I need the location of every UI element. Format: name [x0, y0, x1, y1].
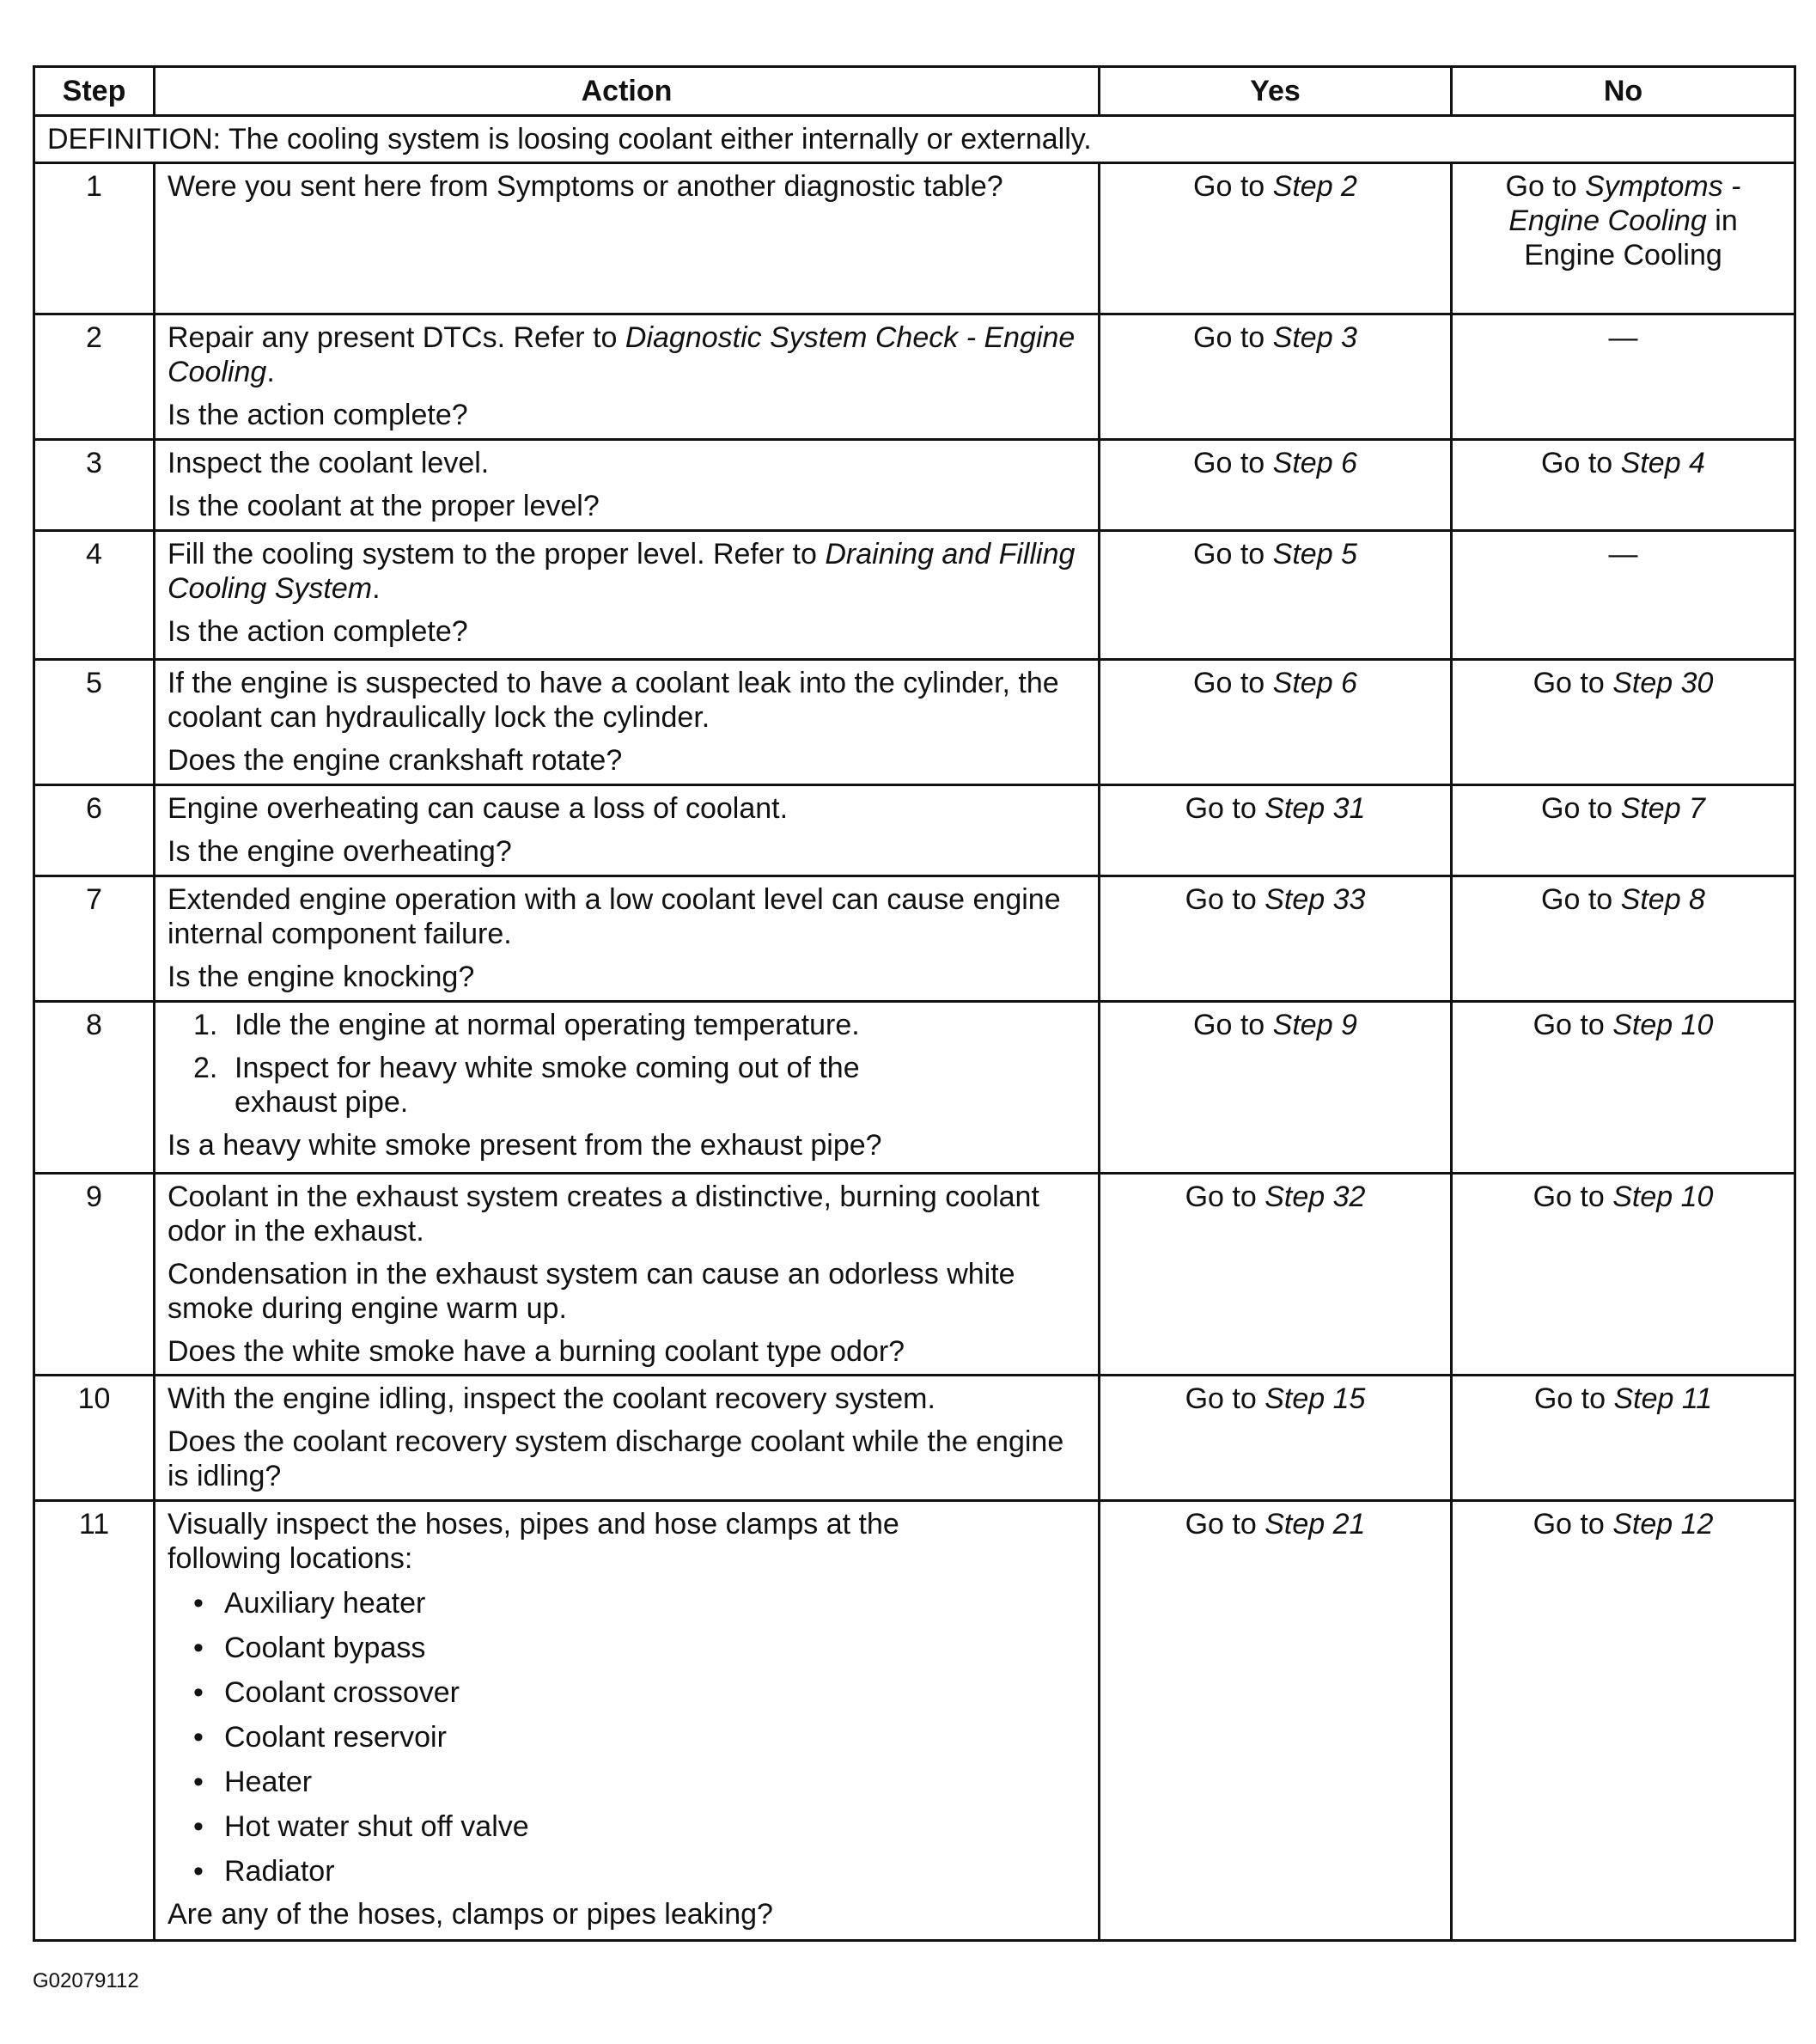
goto-label: Go to: [1193, 538, 1265, 570]
action-cell: [155, 440, 1100, 531]
yes-link[interactable]: Step 6: [1272, 667, 1357, 699]
goto-label: Go to: [1541, 792, 1613, 825]
yes-cell: [1100, 1002, 1452, 1174]
item-text: Idle the engine at normal operating temperature.: [235, 1009, 860, 1041]
yes-link[interactable]: Step 3: [1272, 321, 1357, 354]
bullet-text: Coolant reservoir: [224, 1721, 447, 1754]
no-cell: [1452, 876, 1795, 1002]
bullet-item: [168, 1765, 1086, 1799]
table-row: [34, 1002, 1795, 1174]
goto-label: Go to: [1185, 1508, 1257, 1541]
step-number: 11: [34, 1501, 155, 1941]
yes-link[interactable]: Step 15: [1264, 1382, 1366, 1415]
goto-label: Go to: [1533, 1009, 1605, 1041]
no-cell: —: [1452, 314, 1795, 440]
header-yes: Yes: [1100, 67, 1452, 116]
goto-label: Go to: [1541, 447, 1613, 479]
yes-cell: [1100, 163, 1452, 314]
goto-label: Go to: [1185, 883, 1257, 916]
question-text: Were you sent here from Symptoms or another diagnostic table?: [168, 170, 1003, 203]
yes-cell: [1100, 314, 1452, 440]
table-row: [34, 660, 1795, 785]
question-text: Are any of the hoses, clamps or pipes leaking?: [168, 1898, 773, 1931]
yes-link[interactable]: Step 33: [1264, 883, 1366, 916]
definition-row: [34, 116, 1795, 163]
goto-label: Go to: [1193, 447, 1265, 479]
yes-cell: [1100, 660, 1452, 785]
no-cell: [1452, 1174, 1795, 1376]
no-cell: [1452, 660, 1795, 785]
diagnostic-table: [33, 65, 1796, 1942]
goto-label: Go to: [1505, 170, 1577, 203]
action-cell: [155, 660, 1100, 785]
table-row: [34, 440, 1795, 531]
reference-link[interactable]: Draining and Filling Cooling System: [168, 538, 1076, 605]
reference-link[interactable]: Diagnostic System Check - Engine Cooling: [168, 321, 1076, 388]
question-text: Does the white smoke have a burning coolant type odor?: [168, 1335, 905, 1368]
action-cell: [155, 1174, 1100, 1376]
question-text: Is the coolant at the proper level?: [168, 490, 600, 522]
bullet-item: [168, 1854, 1086, 1888]
goto-label: Go to: [1533, 1508, 1605, 1541]
action-cell: [155, 314, 1100, 440]
step-number: 1: [34, 163, 155, 314]
action-text: Repair any present DTCs. Refer to Diagnostic System Check - Engine Cooling.: [168, 321, 1076, 388]
header-action: Action: [155, 67, 1100, 116]
step-number: 6: [34, 785, 155, 876]
question-text: Is the action complete?: [168, 615, 468, 648]
table-row: [34, 531, 1795, 660]
numbered-item: [168, 1051, 1086, 1120]
item-text: Inspect for heavy white smoke coming out of the exhaust pipe.: [235, 1052, 860, 1119]
header-step: Step: [34, 67, 155, 116]
item-number: 1.: [193, 1009, 218, 1041]
question-text: Is the engine overheating?: [168, 835, 512, 868]
yes-link[interactable]: Step 5: [1272, 538, 1357, 570]
goto-label: Go to: [1541, 883, 1613, 916]
goto-label: Go to: [1533, 667, 1605, 699]
step-number: 8: [34, 1002, 155, 1174]
bullet-item: [168, 1586, 1086, 1620]
no-cell: [1452, 163, 1795, 314]
question-text: Is a heavy white smoke present from the exhaust pipe?: [168, 1129, 882, 1162]
step-number: 9: [34, 1174, 155, 1376]
no-link[interactable]: Step 30: [1612, 667, 1714, 699]
yes-link[interactable]: Step 6: [1272, 447, 1357, 479]
bullet-icon: •: [193, 1766, 204, 1798]
step-number: 5: [34, 660, 155, 785]
action-text: Coolant in the exhaust system creates a distinctive, burning coolant odor in the exhaust.: [168, 1181, 1039, 1248]
step-number: 10: [34, 1376, 155, 1501]
action-cell: [155, 531, 1100, 660]
goto-label: Go to: [1193, 321, 1265, 354]
goto-label: Go to: [1193, 170, 1265, 203]
bullet-text: Coolant crossover: [224, 1676, 460, 1709]
action-text: Fill the cooling system to the proper level. Refer to Draining and Filling Cooling System.: [168, 538, 1076, 605]
no-link[interactable]: Step 8: [1620, 883, 1705, 916]
step-number: 2: [34, 314, 155, 440]
action-text: Engine overheating can cause a loss of coolant.: [168, 792, 789, 825]
action-text: With the engine idling, inspect the coolant recovery system.: [168, 1382, 935, 1415]
action-cell: [155, 163, 1100, 314]
action-text: Condensation in the exhaust system can cause an odorless white smoke during engine warm up.: [168, 1258, 1015, 1325]
yes-cell: [1100, 531, 1452, 660]
yes-cell: [1100, 440, 1452, 531]
question-text: Does the coolant recovery system discharge coolant while the engine is idling?: [168, 1425, 1064, 1492]
no-tail-text: in Engine Cooling: [1524, 204, 1738, 272]
yes-cell: [1100, 1174, 1452, 1376]
yes-link[interactable]: Step 32: [1264, 1181, 1366, 1213]
step-number: 3: [34, 440, 155, 531]
no-link[interactable]: Step 10: [1612, 1181, 1714, 1213]
table-row: [34, 1376, 1795, 1501]
yes-cell: [1100, 1376, 1452, 1501]
action-text-plain: Fill the cooling system to the proper level. Refer to: [168, 538, 817, 570]
yes-cell: [1100, 1501, 1452, 1941]
action-cell: [155, 1376, 1100, 1501]
goto-label: Go to: [1185, 1382, 1257, 1415]
bullet-icon: •: [193, 1855, 204, 1888]
no-link[interactable]: Step 7: [1620, 792, 1705, 825]
bullet-icon: •: [193, 1676, 204, 1709]
no-cell: —: [1452, 531, 1795, 660]
bullet-icon: •: [193, 1810, 204, 1843]
header-no: No: [1452, 67, 1795, 116]
bullet-item: [168, 1720, 1086, 1754]
yes-link[interactable]: Step 21: [1264, 1508, 1366, 1541]
yes-cell: [1100, 785, 1452, 876]
no-cell: [1452, 1002, 1795, 1174]
action-cell: [155, 1501, 1100, 1941]
no-link[interactable]: Step 4: [1620, 447, 1705, 479]
bullet-text: Radiator: [224, 1855, 335, 1888]
no-link[interactable]: Step 12: [1612, 1508, 1714, 1541]
table-row: [34, 785, 1795, 876]
table-row: [34, 1501, 1795, 1941]
goto-label: Go to: [1185, 792, 1257, 825]
bullet-text: Auxiliary heater: [224, 1587, 426, 1620]
header-row: [34, 67, 1795, 116]
definition-text: DEFINITION: The cooling system is loosing coolant either internally or externally.: [34, 116, 1795, 163]
no-link[interactable]: Step 11: [1613, 1382, 1713, 1415]
bullet-icon: •: [193, 1632, 204, 1664]
bullet-text: Hot water shut off valve: [224, 1810, 529, 1843]
action-cell: [155, 1002, 1100, 1174]
step-number: 7: [34, 876, 155, 1002]
no-link[interactable]: Symptoms - Engine Cooling: [1508, 170, 1741, 237]
item-number: 2.: [193, 1052, 218, 1084]
question-text: Is the engine knocking?: [168, 961, 475, 993]
no-cell: [1452, 1501, 1795, 1941]
question-text: Is the action complete?: [168, 399, 468, 431]
figure-id: G02079112: [33, 1969, 139, 1992]
table-row: [34, 1174, 1795, 1376]
no-cell: [1452, 1376, 1795, 1501]
action-text: Inspect the coolant level.: [168, 447, 490, 479]
bullet-icon: •: [193, 1721, 204, 1754]
bullet-text: Heater: [224, 1766, 313, 1798]
action-text: Visually inspect the hoses, pipes and hose clamps at the following locations:: [168, 1508, 899, 1575]
goto-label: Go to: [1185, 1181, 1257, 1213]
bullet-icon: •: [193, 1587, 204, 1620]
bullet-item: [168, 1675, 1086, 1710]
bullet-item: [168, 1631, 1086, 1665]
table-row: [34, 876, 1795, 1002]
action-text: Extended engine operation with a low coolant level can cause engine internal component failure.: [168, 883, 1061, 950]
bullet-item: [168, 1809, 1086, 1844]
action-text-plain: Repair any present DTCs. Refer to: [168, 321, 618, 354]
action-cell: [155, 785, 1100, 876]
goto-label: Go to: [1533, 1382, 1606, 1415]
goto-label: Go to: [1193, 667, 1265, 699]
yes-cell: [1100, 876, 1452, 1002]
table-row: [34, 163, 1795, 314]
yes-link[interactable]: Step 2: [1272, 170, 1357, 203]
no-cell: [1452, 785, 1795, 876]
no-link[interactable]: Step 10: [1612, 1009, 1714, 1041]
question-text: Does the engine crankshaft rotate?: [168, 744, 623, 777]
numbered-item: [168, 1008, 1086, 1042]
goto-label: Go to: [1533, 1181, 1605, 1213]
action-cell: [155, 876, 1100, 1002]
action-text: If the engine is suspected to have a coolant leak into the cylinder, the coolant can hydraulically lock the cylinder.: [168, 667, 1059, 734]
table-row: [34, 314, 1795, 440]
no-cell: [1452, 440, 1795, 531]
yes-link[interactable]: Step 31: [1264, 792, 1366, 825]
goto-label: Go to: [1193, 1009, 1265, 1041]
yes-link[interactable]: Step 9: [1272, 1009, 1357, 1041]
bullet-text: Coolant bypass: [224, 1632, 426, 1664]
step-number: 4: [34, 531, 155, 660]
